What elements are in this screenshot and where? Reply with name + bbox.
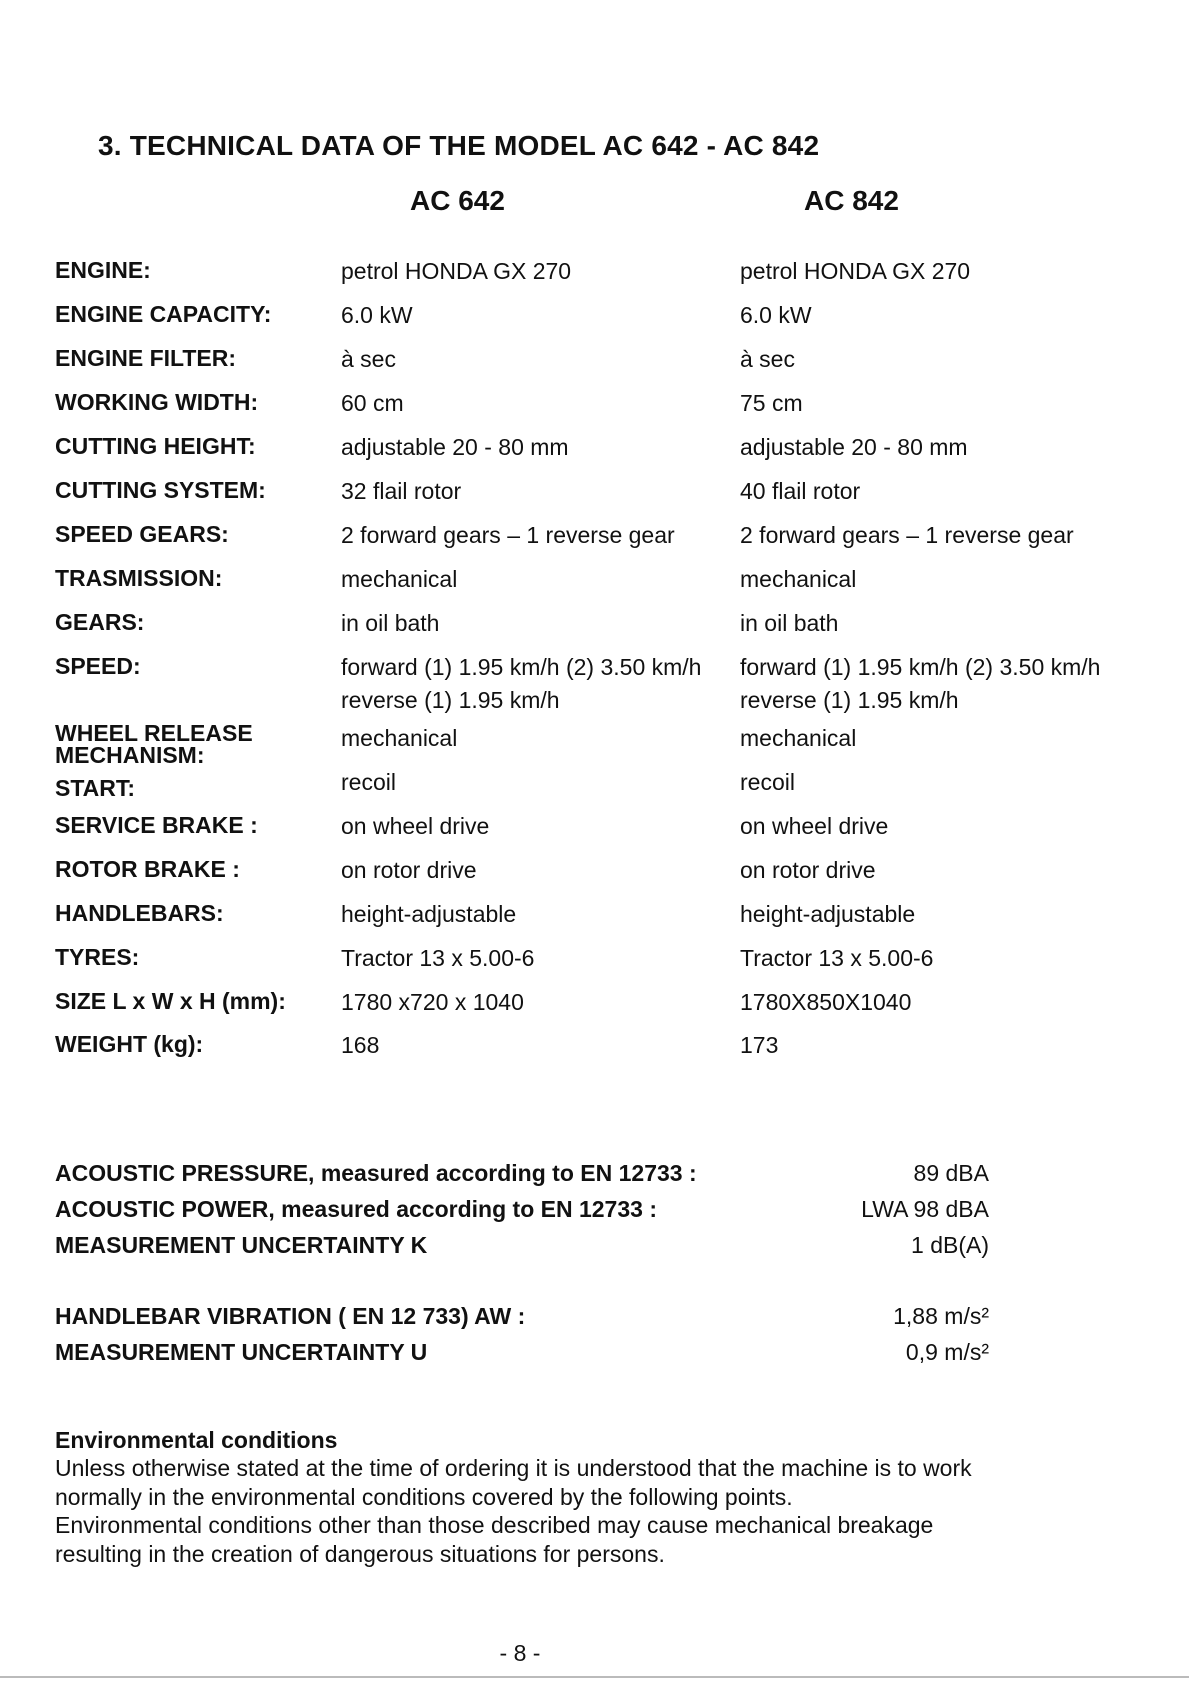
spec-value-ac642: recoil (341, 769, 396, 795)
uncertainty-k-label: MEASUREMENT UNCERTAINTY K (55, 1232, 428, 1258)
spec-value-ac642: Tractor 13 x 5.00-6 (341, 945, 535, 971)
spec-value-ac842-reverse: reverse (1) 1.95 km/h (740, 687, 959, 713)
column-header-ac842: AC 842 (804, 185, 899, 216)
environment-line: Unless otherwise stated at the time of ordering it is understood that the machine is to work (55, 1455, 972, 1481)
spec-value-ac842: on wheel drive (740, 813, 889, 839)
spec-value-ac842: 1780X850X1040 (740, 989, 912, 1015)
spec-label: SERVICE BRAKE : (55, 812, 258, 838)
uncertainty-k-value: 1 dB(A) (911, 1232, 989, 1258)
spec-value-ac642: mechanical (341, 725, 458, 751)
spec-label: ROTOR BRAKE : (55, 856, 240, 882)
spec-value-ac842: 75 cm (740, 390, 803, 416)
spec-value-ac642-reverse: reverse (1) 1.95 km/h (341, 687, 560, 713)
spec-value-ac642: adjustable 20 - 80 mm (341, 434, 569, 460)
spec-label: WORKING WIDTH: (55, 389, 259, 415)
spec-value-ac642: on wheel drive (341, 813, 490, 839)
spec-label: GEARS: (55, 609, 145, 635)
acoustic-pressure-value: 89 dBA (913, 1160, 989, 1186)
spec-value-ac842: recoil (740, 769, 795, 795)
spec-label: START: (55, 775, 136, 801)
spec-value-ac642: 1780 x720 x 1040 (341, 989, 524, 1015)
spec-value-ac842: adjustable 20 - 80 mm (740, 434, 968, 460)
environment-paragraph (55, 1454, 1015, 1568)
spec-value-ac642: 168 (341, 1032, 380, 1058)
column-header-ac642: AC 642 (410, 185, 505, 216)
spec-value-ac842: height-adjustable (740, 901, 916, 927)
spec-value-ac842: in oil bath (740, 610, 839, 636)
uncertainty-u-value: 0,9 m/s² (905, 1339, 989, 1365)
spec-value-ac842: 173 (740, 1032, 779, 1058)
spec-value-ac842: Tractor 13 x 5.00-6 (740, 945, 934, 971)
spec-value-ac642: on rotor drive (341, 857, 477, 883)
spec-label: WHEEL RELEASE (55, 720, 253, 746)
spec-value-ac842: 2 forward gears – 1 reverse gear (740, 522, 1074, 548)
uncertainty-u-label: MEASUREMENT UNCERTAINTY U (55, 1339, 428, 1365)
spec-label: CUTTING SYSTEM: (55, 477, 266, 503)
spec-label-line2: MECHANISM: (55, 742, 205, 768)
spec-label: HANDLEBARS: (55, 900, 224, 926)
spec-value-ac642: 2 forward gears – 1 reverse gear (341, 522, 675, 548)
acoustic-pressure-label: ACOUSTIC PRESSURE, measured according to EN 12733 : (55, 1160, 697, 1186)
spec-value-ac842: 6.0 kW (740, 302, 812, 328)
acoustic-power-value: LWA 98 dBA (861, 1196, 989, 1222)
spec-label: TRASMISSION: (55, 565, 223, 591)
spec-value-ac642: height-adjustable (341, 901, 517, 927)
environment-line: normally in the environmental conditions covered by the following points. (55, 1483, 793, 1510)
spec-label: ENGINE CAPACITY: (55, 301, 272, 327)
environment-line: Environmental conditions other than those described may cause mechanical breakage (55, 1512, 934, 1538)
spec-label: SIZE L x W x H (mm): (55, 988, 286, 1014)
handlebar-vibration-value: 1,88 m/s² (893, 1303, 989, 1329)
spec-label: SPEED GEARS: (55, 521, 229, 547)
spec-label: ENGINE FILTER: (55, 345, 237, 371)
footer-divider (0, 1676, 1189, 1678)
spec-value-ac642: mechanical (341, 566, 458, 592)
spec-value-ac842: 40 flail rotor (740, 478, 861, 504)
environment-line: resulting in the creation of dangerous situations for persons. (55, 1540, 665, 1567)
spec-value-ac842: petrol HONDA GX 270 (740, 258, 971, 284)
spec-value-ac842: mechanical (740, 725, 857, 751)
spec-label: SPEED: (55, 653, 141, 679)
page-number: - 8 - (499, 1640, 541, 1666)
spec-value-ac642: 32 flail rotor (341, 478, 462, 504)
handlebar-vibration-label: HANDLEBAR VIBRATION ( EN 12 733) AW : (55, 1303, 526, 1329)
spec-value-ac642: 60 cm (341, 390, 404, 416)
spec-value-ac642: à sec (341, 346, 396, 372)
spec-value-ac842-forward: forward (1) 1.95 km/h (2) 3.50 km/h (740, 654, 1101, 680)
spec-value-ac842: on rotor drive (740, 857, 876, 883)
spec-value-ac842: mechanical (740, 566, 857, 592)
spec-label: TYRES: (55, 944, 140, 970)
spec-label: WEIGHT (kg): (55, 1031, 204, 1057)
spec-label: CUTTING HEIGHT: (55, 433, 256, 459)
spec-value-ac642: petrol HONDA GX 270 (341, 258, 572, 284)
spec-value-ac642: 6.0 kW (341, 302, 413, 328)
environment-heading: Environmental conditions (55, 1427, 338, 1453)
spec-label: ENGINE: (55, 257, 151, 283)
spec-value-ac642-forward: forward (1) 1.95 km/h (2) 3.50 km/h (341, 654, 702, 680)
page-title: 3. TECHNICAL DATA OF THE MODEL AC 642 - AC 842 (98, 130, 820, 161)
spec-value-ac642: in oil bath (341, 610, 440, 636)
spec-value-ac842: à sec (740, 346, 795, 372)
acoustic-power-label: ACOUSTIC POWER, measured according to EN 12733 : (55, 1196, 657, 1222)
